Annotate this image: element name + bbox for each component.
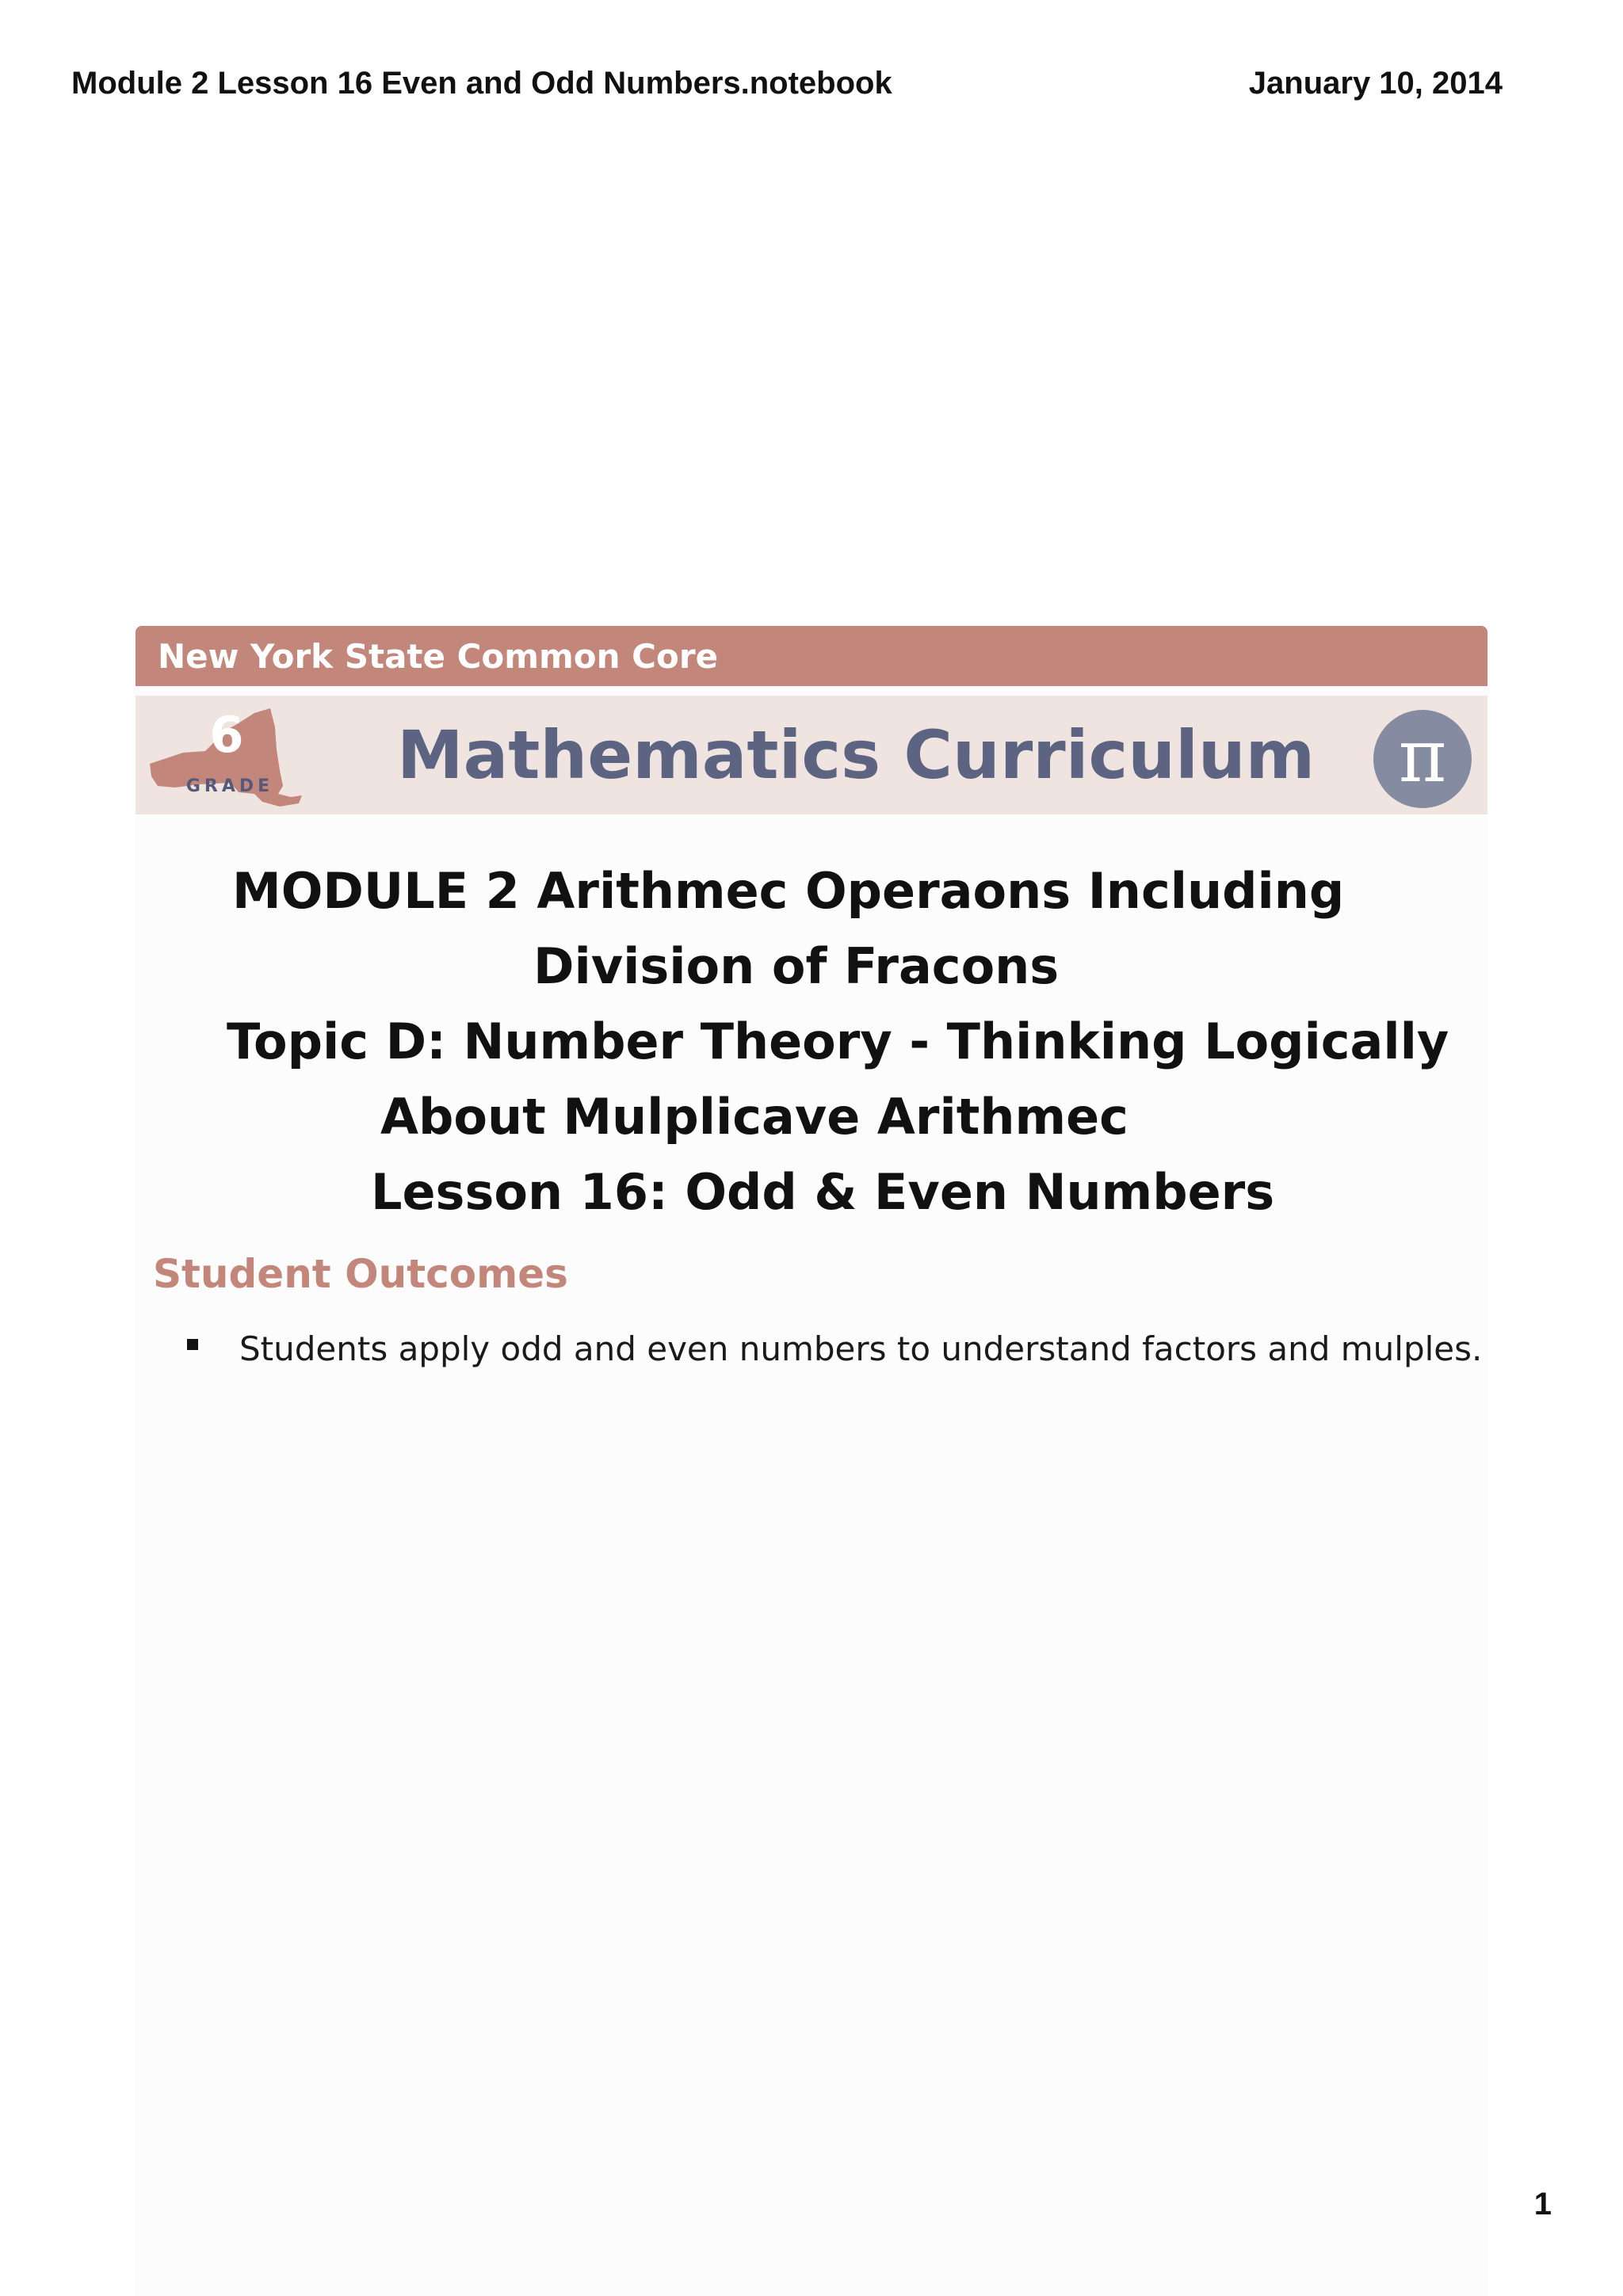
grade-number: 6 <box>209 706 244 764</box>
notebook-date: January 10, 2014 <box>1248 66 1503 101</box>
nys-common-core-band <box>136 626 1487 686</box>
bullet-square-icon <box>187 1339 198 1350</box>
notebook-title: Module 2 Lesson 16 Even and Odd Numbers.notebook <box>71 66 892 101</box>
curriculum-banner <box>136 696 1487 814</box>
student-outcomes-heading: Student Outcomes <box>153 1251 568 1297</box>
topic-title-line-2: About Mulplicave Arithmec <box>380 1088 1128 1146</box>
pi-icon: π <box>1373 710 1472 808</box>
page-number: 1 <box>1533 2187 1552 2222</box>
nys-common-core-label: New York State Common Core <box>158 637 719 676</box>
lesson-title: Lesson 16: Odd & Even Numbers <box>371 1163 1275 1221</box>
outcome-item: Students apply odd and even numbers to understand factors and mulples. <box>239 1329 1483 1368</box>
grade-label: GRADE <box>185 776 274 796</box>
topic-title-line-1: Topic D: Number Theory - Thinking Logically <box>227 1013 1449 1070</box>
module-title-line-1: MODULE 2 Arithmec Operaons Including <box>232 862 1345 920</box>
module-title-line-2: Division of Fracons <box>533 937 1060 995</box>
curriculum-title: Mathematics Curriculum <box>397 716 1316 794</box>
